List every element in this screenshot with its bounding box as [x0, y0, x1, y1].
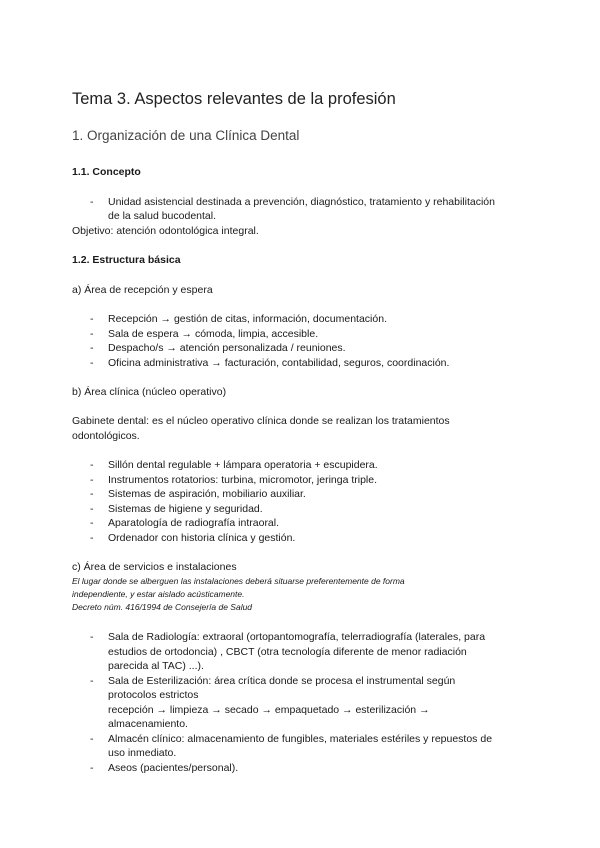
- list-item-cont: parecida al TAC) ...).: [108, 660, 204, 672]
- bullet-dash: -: [90, 474, 94, 486]
- list-item: Sala de Radiología: extraoral (ortopantomografía, telerradiografía (laterales, para: [108, 631, 486, 643]
- structure-heading: 1.2. Estructura básica: [72, 254, 181, 266]
- bullet-dash: -: [90, 488, 94, 500]
- list-item: Recepción → gestión de citas, información, documentación.: [108, 313, 387, 325]
- area-b-desc: Gabinete dental: es el núcleo operativo clínica donde se realizan los tratamientos: [72, 415, 450, 427]
- area-b-desc-cont: odontológicos.: [72, 430, 140, 442]
- list-item: Aparatología de radiografía intraoral.: [108, 517, 280, 529]
- list-item: Sistemas de higiene y seguridad.: [108, 503, 263, 515]
- list-item: Instrumentos rotatorios: turbina, micromotor, jeringa triple.: [108, 474, 378, 486]
- bullet-dash: -: [90, 313, 94, 325]
- list-item: Sillón dental regulable + lámpara operatoria + escupidera.: [108, 459, 378, 471]
- section-heading: 1. Organización de una Clínica Dental: [72, 128, 300, 143]
- list-item: Almacén clínico: almacenamiento de fungibles, materiales estériles y repuestos de: [108, 733, 493, 745]
- bullet-dash: -: [90, 357, 94, 369]
- list-item-cont: estudios de ortodoncia) , CBCT (otra tecnología diferente de menor radiación: [108, 646, 467, 658]
- concept-objective: Objetivo: atención odontológica integral.: [72, 225, 259, 237]
- bullet-dash: -: [90, 631, 94, 643]
- list-item-cont: recepción → limpieza → secado → empaquetado → esterilización →: [108, 704, 430, 716]
- list-item: Ordenador con historia clínica y gestión.: [108, 532, 296, 544]
- area-c-decree: Decreto núm. 416/1994 de Consejería de Salud: [72, 602, 253, 612]
- list-item: Sala de espera → cómoda, limpia, accesible.: [108, 328, 319, 340]
- list-item: Sistemas de aspiración, mobiliario auxiliar.: [108, 488, 306, 500]
- list-item: Aseos (pacientes/personal).: [108, 762, 239, 774]
- list-item-cont: almacenamiento.: [108, 718, 188, 730]
- bullet-dash: -: [90, 675, 94, 687]
- list-item-cont: protocolos estrictos: [108, 689, 199, 701]
- concept-bullet-cont: de la salud bucodental.: [108, 210, 216, 222]
- bullet-dash: -: [90, 762, 94, 774]
- bullet-dash: -: [90, 459, 94, 471]
- list-item: Oficina administrativa → facturación, contabilidad, seguros, coordinación.: [108, 357, 450, 369]
- bullet-dash: -: [90, 328, 94, 340]
- bullet-dash: -: [90, 733, 94, 745]
- concept-heading: 1.1. Concepto: [72, 166, 141, 178]
- concept-bullet: Unidad asistencial destinada a prevención, diagnóstico, tratamiento y rehabilitación: [108, 196, 495, 208]
- area-c-title: c) Área de servicios e instalaciones: [72, 561, 237, 573]
- page-title: Tema 3. Aspectos relevantes de la profesión: [72, 90, 396, 108]
- list-item: Sala de Esterilización: área crítica donde se procesa el instrumental según: [108, 675, 456, 687]
- bullet-dash: -: [90, 532, 94, 544]
- bullet-dash: -: [90, 342, 94, 354]
- area-c-note-cont: independiente, y estar aislado acústicamente.: [72, 589, 245, 599]
- bullet-dash: -: [90, 517, 94, 529]
- area-c-note: El lugar donde se alberguen las instalaciones deberá situarse preferentemente de forma: [72, 576, 405, 586]
- area-b-title: b) Área clínica (núcleo operativo): [72, 386, 227, 398]
- area-a-title: a) Área de recepción y espera: [72, 284, 213, 296]
- bullet-dash: -: [90, 196, 94, 208]
- list-item-cont: uso inmediato.: [108, 747, 177, 759]
- list-item: Despacho/s → atención personalizada / reuniones.: [108, 342, 346, 354]
- bullet-dash: -: [90, 503, 94, 515]
